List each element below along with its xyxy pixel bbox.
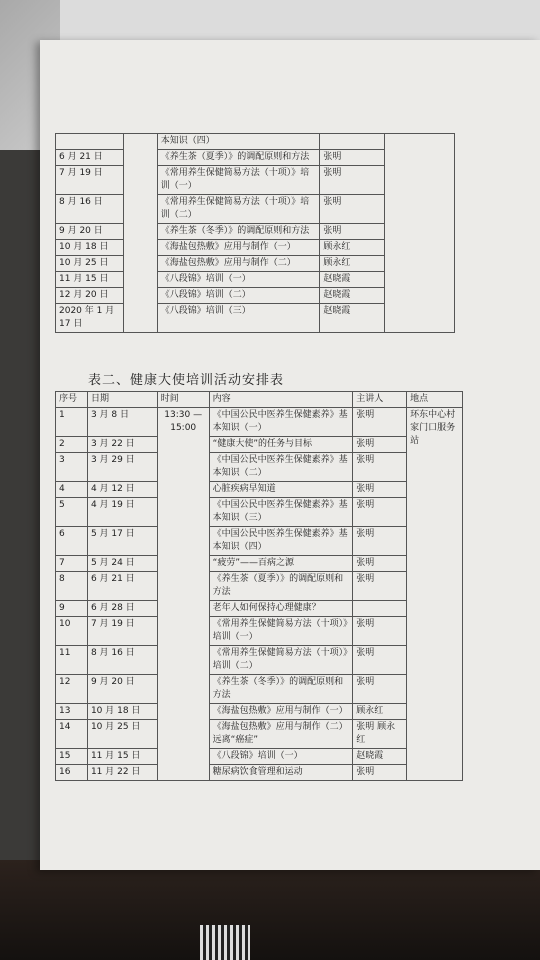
cell-date: 2020 年 1 月 17 日 [56,304,124,333]
cell-no: 10 [56,617,88,646]
cell-speaker: 张明 [320,150,385,166]
cell-no: 9 [56,601,88,617]
cell-speaker: 张明 [320,195,385,224]
cell-no: 3 [56,453,88,482]
cell-date: 6 月 21 日 [56,150,124,166]
cell-speaker: 张明 [353,646,407,675]
cell-content: 《养生茶（夏季）》的调配原则和方法 [209,572,353,601]
cell-speaker: 张明 [353,453,407,482]
cell-speaker: 张明 顾永红 [353,720,407,749]
cell-place: 环东中心村家门口服务站 [407,408,463,781]
cell-content: 《八段锦》培训（一） [209,749,353,765]
cell-no: 11 [56,646,88,675]
cell-content: 《海盐包热敷》应用与制作（二） [157,256,320,272]
cell-no: 8 [56,572,88,601]
cell-content: 《中国公民中医养生保健素养》基本知识（二） [209,453,353,482]
header-no: 序号 [56,392,88,408]
table-row [56,720,463,749]
cell-content: 《中国公民中医养生保健素养》基本知识（四） [209,527,353,556]
cell-speaker: 张明 [353,617,407,646]
cell-speaker: 张明 [353,572,407,601]
table-row [56,617,463,646]
cell-no: 15 [56,749,88,765]
table-row [56,408,463,437]
cell-date: 10 月 25 日 [87,720,157,749]
cell-date: 8 月 16 日 [87,646,157,675]
cell-date: 6 月 21 日 [87,572,157,601]
cell-date: 3 月 22 日 [87,437,157,453]
cell-speaker: 张明 [353,675,407,704]
cell-speaker: 张明 [320,224,385,240]
cell-content: 糖尿病饮食管理和运动 [209,765,353,781]
cell-content: 《海盐包热敷》应用与制作（一） [157,240,320,256]
cell-content: 本知识（四） [157,134,320,150]
cell-content: 《常用养生保健简易方法（十项）》培训（二） [209,646,353,675]
cell-date: 4 月 19 日 [87,498,157,527]
cell-content: 心脏疾病早知道 [209,482,353,498]
cell-date: 12 月 20 日 [56,288,124,304]
schedule-table-2 [55,391,463,781]
header-date: 日期 [87,392,157,408]
cell-content: 《养生茶（冬季）》的调配原则和方法 [157,224,320,240]
cell-no: 12 [56,675,88,704]
cell-speaker: 赵晓霞 [320,304,385,333]
table-row [56,765,463,781]
cell-content: 《养生茶（夏季）》的调配原则和方法 [157,150,320,166]
schedule-table-1 [55,133,455,333]
cell-date: 10 月 25 日 [56,256,124,272]
cell-no: 4 [56,482,88,498]
cell-no: 14 [56,720,88,749]
cell-content: 《海盐包热敷》应用与制作（一） [209,704,353,720]
cell-content: 《八段锦》培训（一） [157,272,320,288]
cell-date: 9 月 20 日 [56,224,124,240]
cell-content: “疲劳”——百病之源 [209,556,353,572]
cell-date: 9 月 20 日 [87,675,157,704]
cell-date: 10 月 18 日 [56,240,124,256]
table-2-caption: 表二、健康大使培训活动安排表 [88,373,285,388]
cell-date: 5 月 17 日 [87,527,157,556]
cell-content: 《养生茶（冬季）》的调配原则和方法 [209,675,353,704]
table-row [56,437,463,453]
cell-date: 4 月 12 日 [87,482,157,498]
cell-no: 16 [56,765,88,781]
cell-date: 5 月 24 日 [87,556,157,572]
cell-content: 《中国公民中医养生保健素养》基本知识（一） [209,408,353,437]
cell-speaker: 张明 [353,408,407,437]
cell-content: 老年人如何保持心理健康？ [209,601,353,617]
cell-date: 6 月 28 日 [87,601,157,617]
cell-speaker: 张明 [353,482,407,498]
table-row [56,134,455,150]
cell-speaker: 张明 [353,765,407,781]
cell-date: 11 月 15 日 [87,749,157,765]
header-place: 地点 [407,392,463,408]
cell-speaker: 赵晓霞 [320,288,385,304]
cell-date: 7 月 19 日 [87,617,157,646]
table-row [56,453,463,482]
cell-date: 8 月 16 日 [56,195,124,224]
table-row [56,704,463,720]
cell-date: 3 月 8 日 [87,408,157,437]
cell-speaker: 顾永红 [320,256,385,272]
cell-content: “健康大使”的任务与目标 [209,437,353,453]
cell-time [123,134,157,333]
table-row [56,572,463,601]
header-speaker: 主讲人 [353,392,407,408]
cell-date [56,134,124,150]
cell-content: 《常用养生保健简易方法（十项）》培训（二） [157,195,320,224]
background-floor [0,860,540,960]
cell-content: 《常用养生保健简易方法（十项）》培训（一） [209,617,353,646]
cell-content: 《海盐包热敷》应用与制作（二）远离“癌症” [209,720,353,749]
cell-no: 13 [56,704,88,720]
header-content: 内容 [209,392,353,408]
cell-date: 11 月 15 日 [56,272,124,288]
cell-content: 《八段锦》培训（三） [157,304,320,333]
cell-speaker: 张明 [320,166,385,195]
cell-no: 6 [56,527,88,556]
cell-speaker [320,134,385,150]
cell-content: 《中国公民中医养生保健素养》基本知识（三） [209,498,353,527]
cell-speaker: 顾永红 [320,240,385,256]
table-row [56,527,463,556]
table-row [56,749,463,765]
table-header-row [56,392,463,408]
cell-speaker: 张明 [353,527,407,556]
table-row [56,556,463,572]
cell-date: 7 月 19 日 [56,166,124,195]
cell-no: 5 [56,498,88,527]
cell-no: 2 [56,437,88,453]
table-row [56,601,463,617]
cell-no: 1 [56,408,88,437]
cell-speaker: 张明 [353,498,407,527]
cell-no: 7 [56,556,88,572]
table-row [56,482,463,498]
cell-speaker: 赵晓霞 [320,272,385,288]
cell-speaker: 张明 [353,437,407,453]
table-row [56,498,463,527]
cell-date: 11 月 22 日 [87,765,157,781]
cell-time: 13:30 — 15:00 [157,408,209,781]
cell-content: 《八段锦》培训（二） [157,288,320,304]
table-row [56,675,463,704]
cell-content: 《常用养生保健简易方法（十项）》培训（一） [157,166,320,195]
cell-speaker [353,601,407,617]
cell-date: 10 月 18 日 [87,704,157,720]
cell-date: 3 月 29 日 [87,453,157,482]
table-row [56,646,463,675]
header-time: 时间 [157,392,209,408]
cell-speaker: 赵晓霞 [353,749,407,765]
cell-speaker: 张明 [353,556,407,572]
cell-speaker: 顾永红 [353,704,407,720]
striped-object [200,925,250,960]
cell-place [385,134,455,333]
